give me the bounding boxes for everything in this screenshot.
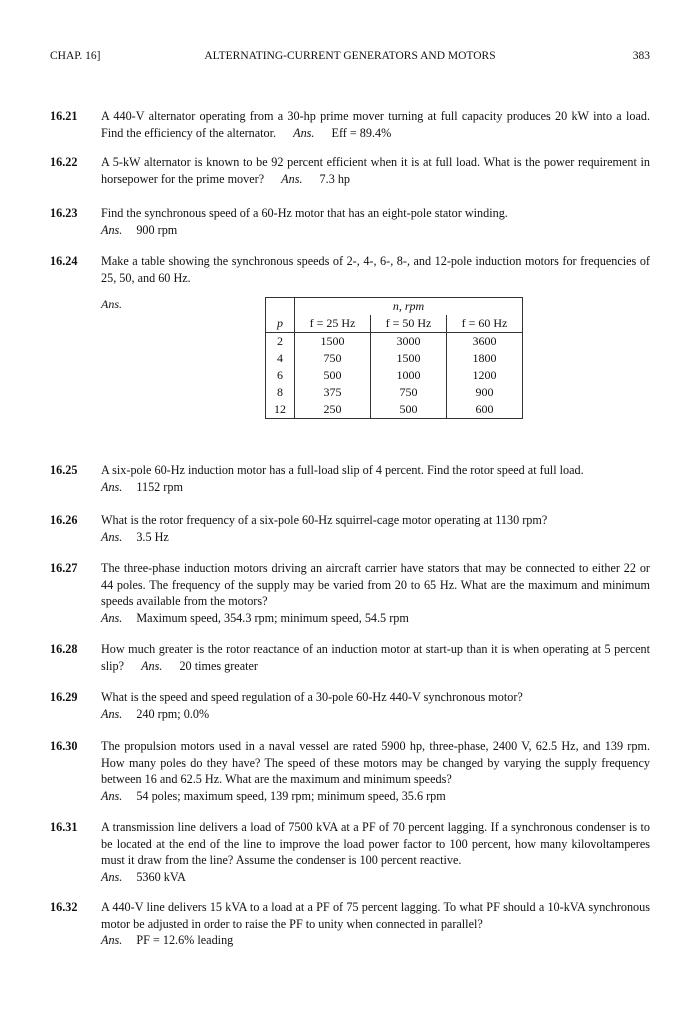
problem-16-26	[50, 512, 650, 545]
table-group-header: n, rpm	[295, 298, 523, 316]
problem-number: 16.21	[50, 109, 78, 123]
table-col-header: f = 60 Hz	[447, 315, 523, 333]
table-cell: 12	[274, 402, 286, 416]
problem-number: 16.28	[50, 642, 78, 656]
answer-value: 3.5 Hz	[136, 529, 169, 544]
answer-value: 240 rpm; 0.0%	[136, 706, 210, 721]
answer-value: 54 poles; maximum speed, 139 rpm; minimum speed, 35.6 rpm	[136, 788, 446, 803]
problem-16-32	[50, 899, 650, 949]
problem-number: 16.22	[50, 155, 78, 169]
problem-number: 16.27	[50, 561, 78, 575]
answer-value: PF = 12.6% leading	[136, 933, 234, 947]
table-cell: 3000	[371, 333, 447, 351]
problem-text: A 440-V alternator operating from a 30-hp prime mover turning at full capacity produces 20 kW into a load. Find the efficiency of the alternator.	[101, 109, 650, 140]
page-number: 383	[632, 50, 650, 62]
table-cell: 250	[295, 401, 371, 419]
problem-number: 16.26	[50, 513, 78, 527]
problem-16-30	[50, 738, 650, 804]
problem-16-23	[50, 205, 650, 238]
chapter-label: CHAP. 16]	[50, 50, 101, 62]
table-row	[266, 367, 523, 384]
problem-number: 16.29	[50, 690, 78, 704]
answer-label: Ans.	[101, 869, 123, 884]
table-cell: 600	[447, 401, 523, 419]
table-cell: 750	[371, 384, 447, 401]
problem-number: 16.30	[50, 739, 78, 753]
table-row	[266, 333, 523, 351]
answer-value: 5360 kVA	[136, 869, 186, 884]
problem-text: Make a table showing the synchronous speeds of 2-, 4-, 6-, 8-, and 12-pole induction motors for frequencies of 25, 50, and 60 Hz.	[101, 254, 650, 285]
problem-text: How much greater is the rotor reactance of an induction motor at start-up than it is when operating at 5 percent slip?	[101, 642, 650, 673]
answer-value: Maximum speed, 354.3 rpm; minimum speed, 54.5 rpm	[136, 610, 409, 625]
table-cell: 6	[277, 368, 283, 382]
answer-label: Ans.	[101, 222, 123, 237]
problem-number: 16.25	[50, 463, 78, 477]
synchronous-speed-table	[265, 297, 523, 419]
problem-text: Find the synchronous speed of a 60-Hz motor that has an eight-pole stator winding.	[101, 206, 508, 220]
table-cell: 1500	[371, 350, 447, 367]
table-cell: 4	[277, 351, 283, 365]
problem-text: A six-pole 60-Hz induction motor has a full-load slip of 4 percent. Find the rotor speed at full load.	[101, 463, 584, 477]
table-cell: 1200	[447, 367, 523, 384]
problem-16-24	[50, 253, 650, 286]
table-cell: 375	[295, 384, 371, 401]
problem-text: A transmission line delivers a load of 7500 kVA at a PF of 70 percent lagging. If a synchronous condenser is to be located at the end of the line to improve the load power factor to 100 percent, how many kilovoltamperes must it draw from the line? Assume the condenser is 100 percent reactive.	[101, 820, 650, 867]
problem-16-31	[50, 819, 650, 885]
table-cell: 8	[277, 385, 283, 399]
answer-table-block	[101, 297, 521, 441]
answer-value: 20 times greater	[179, 658, 258, 673]
answer-label: Ans.	[101, 479, 123, 494]
table-cell: 2	[277, 334, 283, 348]
answer-label: Ans.	[101, 788, 123, 803]
problem-number: 16.31	[50, 820, 78, 834]
table-cell: 500	[371, 401, 447, 419]
table-cell: 900	[447, 384, 523, 401]
answer-value: 900 rpm	[136, 222, 178, 237]
answer-label: Ans.	[141, 658, 163, 673]
answer-label: Ans.	[101, 933, 123, 947]
problem-text: A 440-V line delivers 15 kVA to a load at a PF of 75 percent lagging. To what PF should a 10-kVA synchronous motor be adjusted in order to raise the PF to unity when connected in parallel?	[101, 900, 650, 931]
table-cell: 500	[295, 367, 371, 384]
answer-label: Ans.	[293, 125, 315, 140]
answer-label: Ans.	[281, 171, 303, 186]
table-cell: 750	[295, 350, 371, 367]
problem-16-22	[50, 154, 650, 187]
table-row	[266, 384, 523, 401]
answer-label: Ans.	[101, 297, 122, 311]
table-cell: 1500	[295, 333, 371, 351]
answer-label: Ans.	[101, 610, 123, 625]
answer-value: 1152 rpm	[136, 479, 183, 494]
problem-text: The three-phase induction motors driving an aircraft carrier have stators that may be connected to either 22 or 44 poles. The frequency of the supply may be varied from 20 to 65 Hz. What are the maximum and minimum speeds available from the motors?	[101, 561, 650, 608]
problem-text: What is the speed and speed regulation of a 30-pole 60-Hz 440-V synchronous motor?	[101, 690, 523, 704]
table-col-header: f = 50 Hz	[371, 315, 447, 333]
answer-label: Ans.	[101, 529, 123, 544]
problem-16-29	[50, 689, 650, 722]
answer-value: Eff = 89.4%	[331, 125, 392, 140]
problem-number: 16.32	[50, 900, 78, 914]
table-cell: 1800	[447, 350, 523, 367]
table-row	[266, 350, 523, 367]
answer-value: 7.3 hp	[319, 171, 351, 186]
problem-number: 16.23	[50, 206, 78, 220]
table-p-header: p	[266, 315, 295, 333]
problem-16-25	[50, 462, 650, 495]
table-cell: 1000	[371, 367, 447, 384]
problem-text: The propulsion motors used in a naval vessel are rated 5900 hp, three-phase, 2400 V, 62.5 Hz, and 139 rpm. How many poles do they have? The speed of these motors may be changed by varying the supply frequency between 16 and 62.5 Hz. What are the maximum and minimum speeds?	[101, 739, 650, 786]
table-col-header: f = 25 Hz	[295, 315, 371, 333]
running-title: ALTERNATING-CURRENT GENERATORS AND MOTORS	[204, 50, 496, 62]
problem-number: 16.24	[50, 254, 78, 268]
problem-text: A 5-kW alternator is known to be 92 percent efficient when it is at full load. What is the power requirement in horsepower for the prime mover?	[101, 155, 650, 186]
problem-16-21	[50, 108, 650, 141]
page-header	[50, 50, 650, 66]
problem-text: What is the rotor frequency of a six-pole 60-Hz squirrel-cage motor operating at 1130 rpm?	[101, 513, 548, 527]
answer-label: Ans.	[101, 706, 123, 721]
problem-16-28	[50, 641, 650, 674]
table-cell: 3600	[447, 333, 523, 351]
table-row	[266, 401, 523, 419]
problem-16-27	[50, 560, 650, 626]
